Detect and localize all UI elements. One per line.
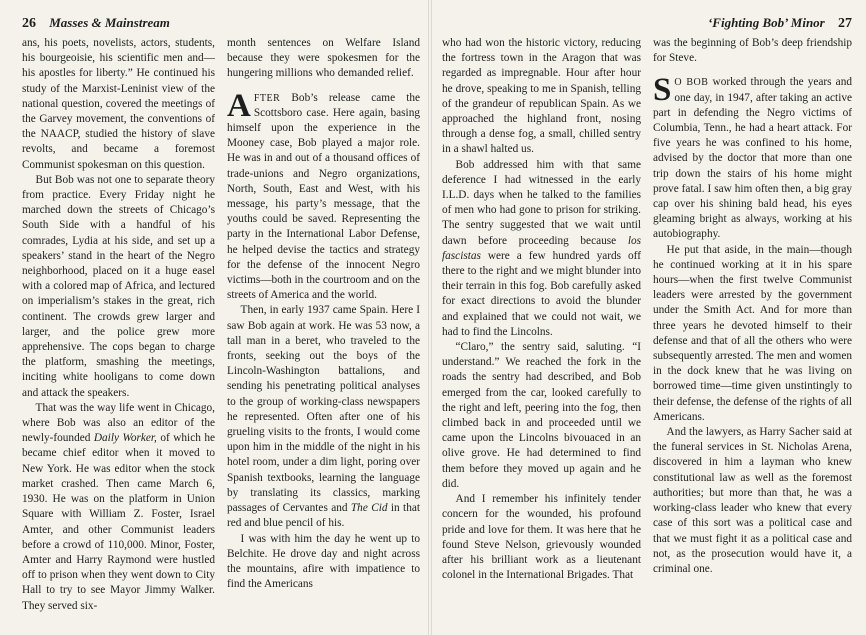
paragraph: was the beginning of Bob’s deep friendship for Steve. xyxy=(653,37,852,65)
paragraph: “Claro,” the sentry said, saluting. “I understand.” We reached the fork in the roads the sentry had described, and Bob emerged from the car, looked carefully to the right and left, peering into the fog, then climbed back in and proceeded until we came upon the Lincolns bivouaced in an olive grove. He had determined to find them before they moved up again and he did. xyxy=(442,341,641,490)
the-cid-title: The Cid xyxy=(350,502,388,515)
left-page-number: 26 xyxy=(22,16,36,31)
paragraph-text: were a few hundred yards off there to the right and we might blunder into their terrain in this fog. Bob carefully asked for exact directions to avoid the blunder and explained that we could not wait, we had to find the Lincolns. xyxy=(442,249,641,338)
right-columns xyxy=(442,36,852,635)
paragraph-text: worked through the years and one day, in 1947, after taking an active part in defending the Negro victims of Columbia, Tenn., he had a heart attack. For five years he was confined to his home, advised by the doctor that more than one trip down the stairs of his home might prove fatal. I saw him often then, a big gray cap over his shining bald head, his eyes gleaming bright as always, working at his autobiography. xyxy=(653,76,852,241)
right-page xyxy=(432,0,866,635)
paragraph-text: Bob’s release came the Scottsboro case. Here again, basing himself upon the experience in the Mooney case, Bob played a major role. He was in and out of a thousand offices of trade-unions and Negro organizations, North, South, East and West, with his message, his party’s message, that the youths could be saved. Representing the party in the International Labor Defense, he helped devise the tactics and strategy for the defense of the innocent Negro victims—both in the courtroom and on the streets of America and the world. xyxy=(227,91,420,302)
left-running-head xyxy=(22,14,420,36)
journal-title: Masses & Mainstream xyxy=(49,15,170,30)
lead-in-caps: O BOB xyxy=(674,77,709,89)
left-columns xyxy=(22,36,420,635)
section-paragraph xyxy=(653,72,852,242)
paragraph-text: Bob addressed him with that same deference I had witnessed in the early I.L.D. days when he talked to the families of men who had gone to prison for striking. The sentry suggested that we wait until dawn before proceeding because xyxy=(442,158,641,247)
right-page-number: 27 xyxy=(838,16,852,31)
paragraph: ans, his poets, novelists, actors, students, his bourgeoisie, his scientific men and—his apostles for liberty.” He continued his study of the Marxist-Leninist view of the national question, covered the meetings of the Garvey movement, the conventions of the NAACP, studied the history of slave revolts, and became a foremost Communist spokesman on this question. xyxy=(22,37,215,171)
paragraph-text: of which he became chief editor when it moved to New York. He was editor when the stock market crashed. Then came March 6, 1930. He was on the platform in Union Square with William Z. Foster, Israel Amter, and other Communist leaders before a crowd of 110,000. Minor, Foster, Amter and Harry Raymond were hustled off to prison when they went down to City Hall to try to see Mayor Jimmy Walker. They served six- xyxy=(22,432,215,612)
paragraph xyxy=(22,401,215,614)
paragraph xyxy=(442,158,641,340)
left-column-1 xyxy=(22,36,215,635)
paragraph-text: Then, in early 1937 came Spain. Here I saw Bob again at work. He was 53 now, a tall man in a beret, who traveled to the fronts, seeking out the boys of the Lincoln-Washington battalions, and sending his penetrating political analyses to the group of working-class newspapers he represented. Often after one of his grueling visits to the fronts, I would come upon him in the middle of the night in his hotel room, under a dim light, poring over Spanish textbooks, learning the language by translating its classics, marking passages of Cervantes and xyxy=(227,304,420,515)
right-column-2 xyxy=(653,36,852,635)
paragraph: He put that aside, in the main—though he continued working at it in his spare hours—when the first twelve Communist leaders were arrested by the government under the Smith Act. And for more than three years he devoted himself to their defense and that of all the others who were subsequently arrested. The men and women in the dock knew that he was living on borrowed time—time given unstintingly to their defense, the defense of the rights of all Americans. xyxy=(653,243,852,423)
article-title: ‘Fighting Bob’ Minor xyxy=(707,15,825,30)
left-page xyxy=(0,0,428,635)
paragraph xyxy=(227,303,420,531)
right-column-1 xyxy=(442,36,641,635)
paragraph: And I remember his infinitely tender concern for the wounded, his profound pride and love for them. It was here that he found Steve Nelson, grievously wounded after his brilliant work as a lieutenant colonel in the International Brigades. That xyxy=(442,493,641,582)
paragraph: But Bob was not one to separate theory from practice. Every Friday night he marched down the streets of Chicago’s South Side with a handful of his comrades, Lydia at his side, and set up a speakers’ stand in the heart of the Negro neighborhood, placed on it a huge easel with a colored map of Africa, and lectured on imperialism’s stakes in the great, rich continent. The crowds grew larger and larger, and the police grew more apprehensive. The cops began to charge the platform, smashing the meetings, inciting white hooligans to come down and attack the speakers. xyxy=(22,173,215,399)
paragraph: I was with him the day he went up to Belchite. He drove day and night across the mountains, afire with impatience to find the Americans xyxy=(227,532,420,591)
drop-cap: S xyxy=(653,72,672,109)
left-column-2 xyxy=(227,36,420,635)
lead-in-caps: FTER xyxy=(253,92,281,104)
los-fascistas: los fascistas xyxy=(442,234,641,262)
paragraph-text: in that red and blue pencil of his. xyxy=(227,502,420,530)
right-running-head xyxy=(442,14,852,36)
drop-cap: A xyxy=(227,87,251,124)
paragraph: And the lawyers, as Harry Sacher said at the funeral services in St. Nicholas Arena, discovered in him a layman who knew constitutional law as well as the foremost authorities; but more than that, he was a working-class leader who knew that every case of this sort was a political case and that we must fight it as a political case and not, as the prosecution would have it, a criminal one. xyxy=(653,426,852,575)
paragraph-text: That was the way life went in Chicago, where Bob was also an editor of the newly-founded xyxy=(22,401,215,445)
daily-worker-title: Daily Worker, xyxy=(93,432,157,445)
paragraph: who had won the historic victory, reducing the fortress town in the Aragon that was regarded as impregnable. Hour after hour he drove, speaking to me in Spanish, telling of the grandeur of republican Spain. As we approached the highland front, nosing through a dense fog, a small, chilled sentry in a shawl halted us. xyxy=(442,37,641,156)
section-paragraph xyxy=(227,87,420,304)
paragraph: month sentences on Welfare Island because they were spokesmen for the hungering millions who demanded relief. xyxy=(227,37,420,80)
